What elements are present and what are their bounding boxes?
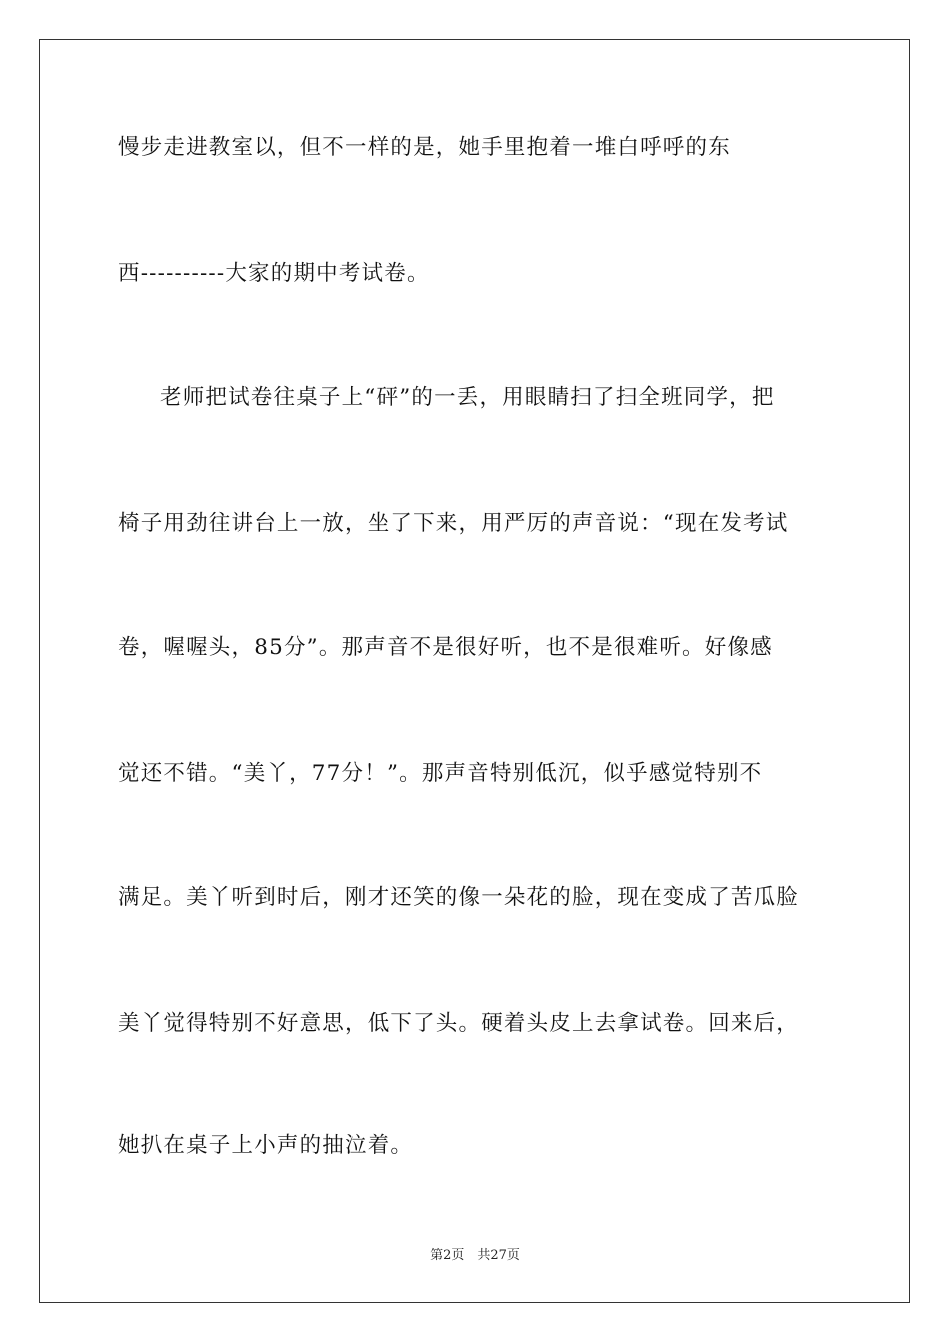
- page-border: [39, 39, 910, 1303]
- page-number-footer: 第2页 共27页: [430, 1248, 520, 1263]
- text-line-3: 老师把试卷往桌子上“砰”的一丢，用眼睛扫了扫全班同学，把: [160, 385, 775, 410]
- text-line-8: 美丫觉得特别不好意思，低下了头。硬着头皮上去拿试卷。回来后，: [118, 1011, 800, 1036]
- text-line-4: 椅子用劲往讲台上一放，坐了下来，用严厉的声音说：“现在发考试: [118, 511, 789, 536]
- text-line-7: 满足。美丫听到时后，刚才还笑的像一朵花的脸，现在变成了苦瓜脸: [118, 885, 800, 910]
- text-line-6: 觉还不错。“美丫，77分！”。那声音特别低沉，似乎感觉特别不: [118, 761, 763, 786]
- text-line-5: 卷，喔喔头，85分”。那声音不是很好听，也不是很难听。好像感: [118, 635, 773, 660]
- text-line-2: 西----------大家的期中考试卷。: [118, 261, 430, 286]
- text-line-9: 她扒在桌子上小声的抽泣着。: [118, 1133, 414, 1158]
- text-line-1: 慢步走进教室以，但不一样的是，她手里抱着一堆白呼呼的东: [118, 135, 731, 160]
